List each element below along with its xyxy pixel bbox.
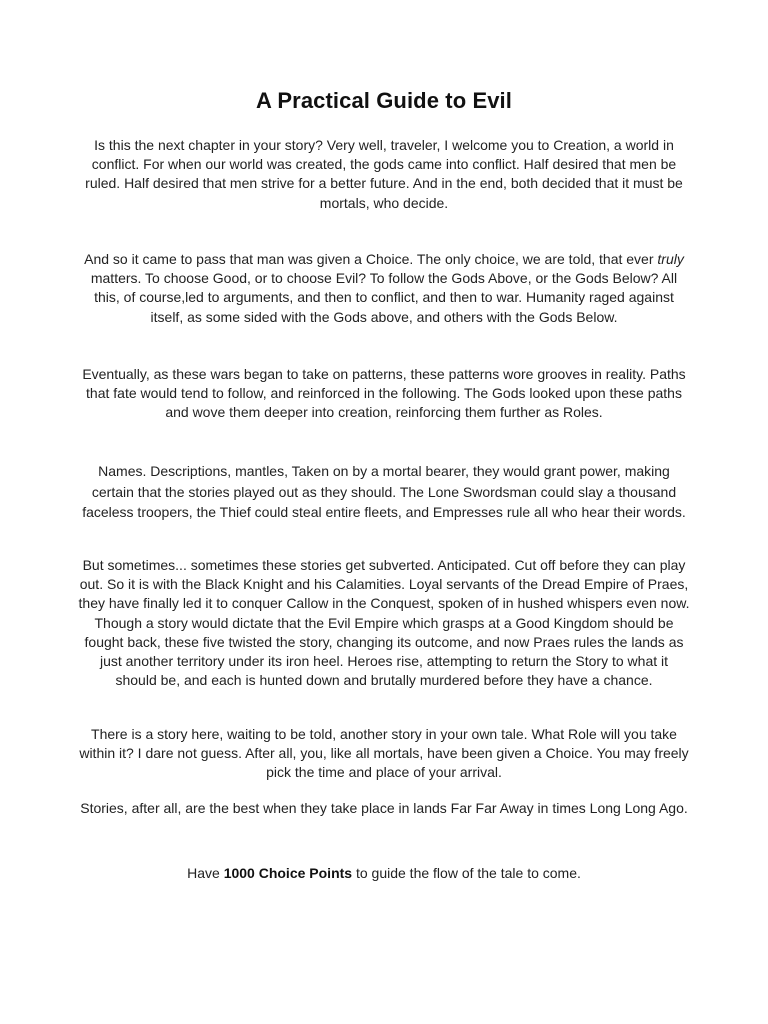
choice-points-paragraph xyxy=(78,864,690,883)
names-paragraph: Names. Descriptions, mantles, Taken on by a mortal bearer, they would grant power, making certain that the stories played out as they should. The Lone Swordsman could slay a thousand faceless troopers, the Thief could steal entire fleets, and Empresses rule all who hear their words. xyxy=(82,463,686,520)
choice-points-amount: 1000 Choice Points xyxy=(223,865,353,881)
choice-points-prefix: Have xyxy=(187,865,224,881)
subverted-paragraph: But sometimes... sometimes these stories get subverted. Anticipated. Cut off before they can play out. So it is with the Black Knight and his Calamities. Loyal servants of the Dread Empire of Praes, they have finally led it to conquer Callow in the Conquest, spoken of in hushed whispers even now. Though a story would dictate that the Evil Empire which grasps at a Good Kingdom should be fought back, these five twisted the story, changing its outcome, and now Praes rules the lands as just another territory under its iron heel. Heroes rise, attempting to return the Story to what it should be, and each is hunted down and brutally murdered before they have a chance. xyxy=(78,557,690,689)
choice-paragraph xyxy=(78,250,690,327)
emphasis-truly: truly xyxy=(657,251,684,267)
far-away-paragraph: Stories, after all, are the best when they take place in lands Far Far Away in times Long Long Ago. xyxy=(80,800,688,816)
choice-text-start: And so it came to pass that man was given a Choice. The only choice, we are told, that ever xyxy=(84,251,658,267)
choice-points-suffix: to guide the flow of the tale to come. xyxy=(352,865,581,881)
page-title: A Practical Guide to Evil xyxy=(256,88,512,113)
intro-paragraph: Is this the next chapter in your story? Very well, traveler, I welcome you to Creation, a world in conflict. For when our world was created, the gods came into conflict. Half desired that men be ruled. Half desired that men strive for a better future. And in the end, both decided that it must be mortals, who decide. xyxy=(85,137,683,211)
patterns-paragraph: Eventually, as these wars began to take on patterns, these patterns wore grooves in reality. Paths that fate would tend to follow, and reinforced in the following. The Gods looked upon these paths and wove them deeper into creation, reinforcing them further as Roles. xyxy=(82,366,686,421)
choice-text-end: matters. To choose Good, or to choose Evil? To follow the Gods Above, or the Gods Below? All this, of course,led to arguments, and then to conflict, and then to war. Humanity raged against itself, as some sided with the Gods above, and others with the Gods Below. xyxy=(90,270,678,325)
story-here-paragraph: There is a story here, waiting to be told, another story in your own tale. What Role will you take within it? I dare not guess. After all, you, like all mortals, have been given a Choice. You may freely pick the time and place of your arrival. xyxy=(79,726,689,781)
